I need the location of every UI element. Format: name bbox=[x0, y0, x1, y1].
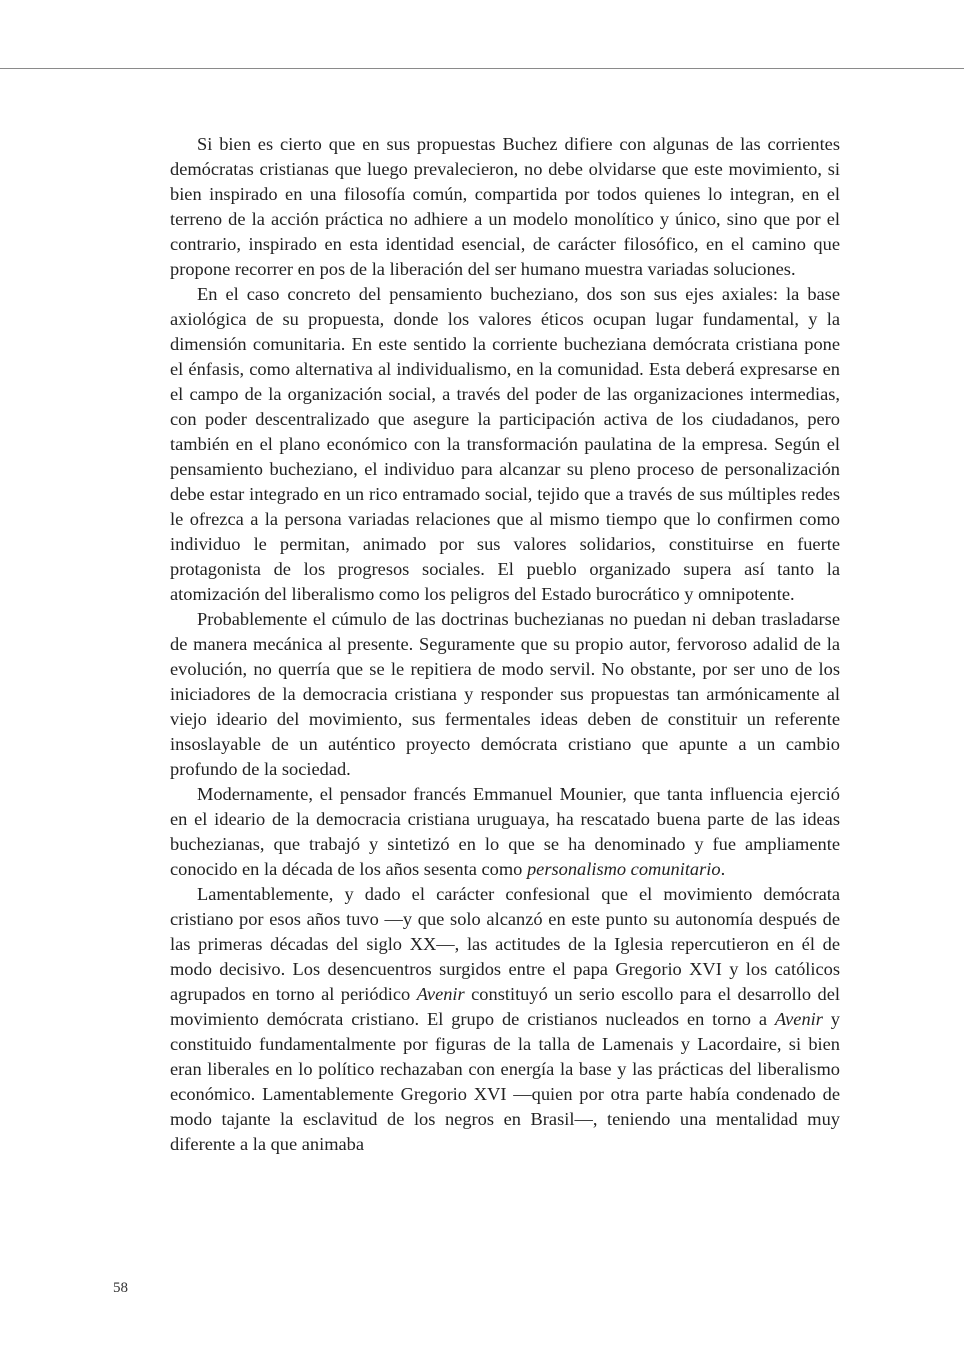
text-run: y constituido fundamentalmente por figuras de la talla de Lamenais y Lacordaire, si bien eran liberales en lo político rechazaban con energía la base y las prácticas del liberalismo económico. Lamentablemente Gregorio XVI —quien por otra parte había condenado de modo tajante la esclavitud de los negros en Brasil—, teniendo una mentalidad muy diferente a la que animaba bbox=[170, 1009, 840, 1154]
text-run: Lamentablemente, y dado el carácter confesional que el movimiento demócrata cristiano por esos años tuvo —y que solo alcanzó en este punto su autonomía después de las primeras décadas del siglo XX—, las actitudes de la Iglesia repercutieron en él de modo decisivo. Los desencuentros surgidos entre el papa Gregorio XVI y los católicos agrupados en torno al periódico bbox=[170, 884, 840, 1004]
paragraph bbox=[170, 607, 840, 782]
header-rule bbox=[0, 68, 964, 69]
text-run: Si bien es cierto que en sus propuestas Buchez difiere con algunas de las corrientes demócratas cristianas que luego prevalecieron, no debe olvidarse que este movimiento, si bien inspirado en una filosofía común, compartida por todos quienes lo integran, en el terreno de la acción práctica no adhiere a un modelo monolítico y único, sino que por el contrario, inspirado en esta identidad esencial, de carácter filosófico, en el camino que propone recorrer en pos de la liberación del ser humano muestra variadas soluciones. bbox=[170, 134, 840, 279]
text-run: constituyó un serio escollo para el desarrollo del movimiento demócrata cristiano. El grupo de cristianos nucleados en torno a bbox=[170, 984, 840, 1029]
text-run: Modernamente, el pensador francés Emmanuel Mounier, que tanta influencia ejerció en el ideario de la democracia cristiana uruguaya, ha rescatado buena parte de las ideas buchezianas, que trabajó y sintetizó en lo que se ha denominado y fue ampliamente conocido en la década de los años sesenta como bbox=[170, 784, 840, 879]
italic-term: Avenir bbox=[416, 984, 465, 1004]
text-run: Probablemente el cúmulo de las doctrinas buchezianas no puedan ni deban trasladarse de manera mecánica al presente. Seguramente que su propio autor, fervoroso adalid de la evolución, no querría que se le repitiera de modo servil. No obstante, por ser uno de los iniciadores de la democracia cristiana y responder sus propuestas tan armónicamente al viejo ideario del movimiento, sus fermentales ideas deben de constituir un referente insoslayable de un auténtico proyecto demócrata cristiano que apunte a un cambio profundo de la sociedad. bbox=[170, 609, 840, 779]
italic-term: personalismo comunitario bbox=[526, 859, 721, 879]
paragraph bbox=[170, 282, 840, 607]
page-number: 58 bbox=[113, 1280, 128, 1296]
body-text bbox=[170, 132, 840, 1157]
text-run: En el caso concreto del pensamiento bucheziano, dos son sus ejes axiales: la base axiológica de su propuesta, donde los valores éticos ocupan lugar fundamental, y la dimensión comunitaria. En este sentido la corriente bucheziana demócrata cristiana pone el énfasis, como alternativa al individualismo, en la comunidad. Esta deberá expresarse en el campo de la organización social, a través del poder de las organizaciones intermedias, con poder descentralizado que asegure la participación activa de los ciudadanos, pero también en el plano económico con la transformación paulatina de la empresa. Según el pensamiento bucheziano, el individuo para alcanzar su pleno proceso de personalización debe estar integrado en un rico entramado social, tejido que a través de sus múltiples redes le ofrezca a la persona variadas relaciones que al mismo tiempo que lo confirmen como individuo le permitan, animado por sus valores solidarios, constituirse en fuerte protagonista de los progresos sociales. El pueblo organizado supera así tanto la atomización del liberalismo como los peligros del Estado burocrático y omnipotente. bbox=[170, 284, 840, 604]
paragraph bbox=[170, 882, 840, 1157]
text-run: . bbox=[720, 859, 726, 879]
italic-term: Avenir bbox=[774, 1009, 823, 1029]
paragraph bbox=[170, 782, 840, 882]
paragraph bbox=[170, 132, 840, 282]
